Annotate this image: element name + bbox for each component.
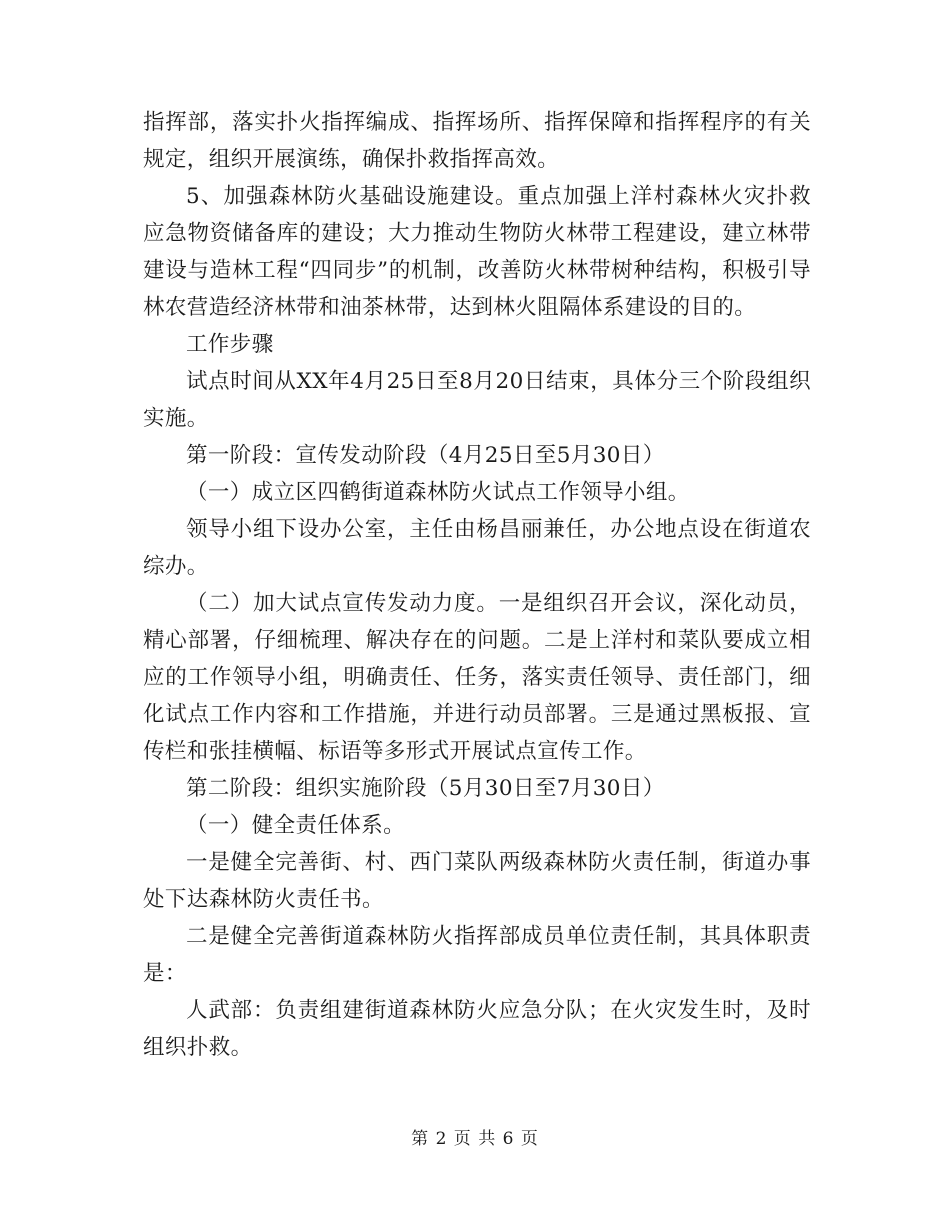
paragraph: 领导小组下设办公室，主任由杨昌丽兼任，办公地点设在街道农综办。 (143, 517, 811, 579)
paragraph: （二）加大试点宣传发动力度。一是组织召开会议，深化动员，精心部署，仔细梳理、解决存在的问题。二是上洋村和菜队要成立相应的工作领导小组，明确责任、任务，落实责任领导、责任部门，细化试点工作内容和工作措施，并进行动员部署。三是通过黑板报、宣传栏和张挂横幅、标语等多形式开展试点宣传工作。 (143, 591, 811, 764)
paragraph: 5、加强森林防火基础设施建设。重点加强上洋村森林火灾扑救应急物资储备库的建设；大力推动生物防火林带工程建设，建立林带建设与造林工程“四同步”的机制，改善防火林带树种结构，积极引导林农营造经济林带和油茶林带，达到林火阻隔体系建设的目的。 (143, 184, 811, 320)
paragraph: 指挥部，落实扑火指挥编成、指挥场所、指挥保障和指挥程序的有关规定，组织开展演练，确保扑救指挥高效。 (143, 110, 811, 172)
section-heading: 工作步骤 (186, 332, 274, 357)
stage-heading: 第二阶段：组织实施阶段（5月30日至7月30日） (186, 776, 665, 801)
paragraph: 二是健全完善街道森林防火指挥部成员单位责任制，其具体职责是： (143, 924, 811, 986)
stage-heading: 第一阶段：宣传发动阶段（4月25日至5月30日） (186, 443, 665, 468)
subheading: （一）健全责任体系。 (186, 813, 406, 838)
paragraph: 试点时间从XX年4月25日至8月20日结束，具体分三个阶段组织实施。 (143, 369, 811, 431)
paragraph: 人武部：负责组建街道森林防火应急分队；在火灾发生时，及时组织扑救。 (143, 998, 811, 1060)
page-footer: 第 2 页 共 6 页 (411, 1129, 539, 1149)
subheading: （一）成立区四鹤街道森林防火试点工作领导小组。 (186, 480, 690, 505)
document-body (143, 104, 811, 1066)
paragraph: 一是健全完善街、村、西门菜队两级森林防火责任制，街道办事处下达森林防火责任书。 (143, 850, 811, 912)
